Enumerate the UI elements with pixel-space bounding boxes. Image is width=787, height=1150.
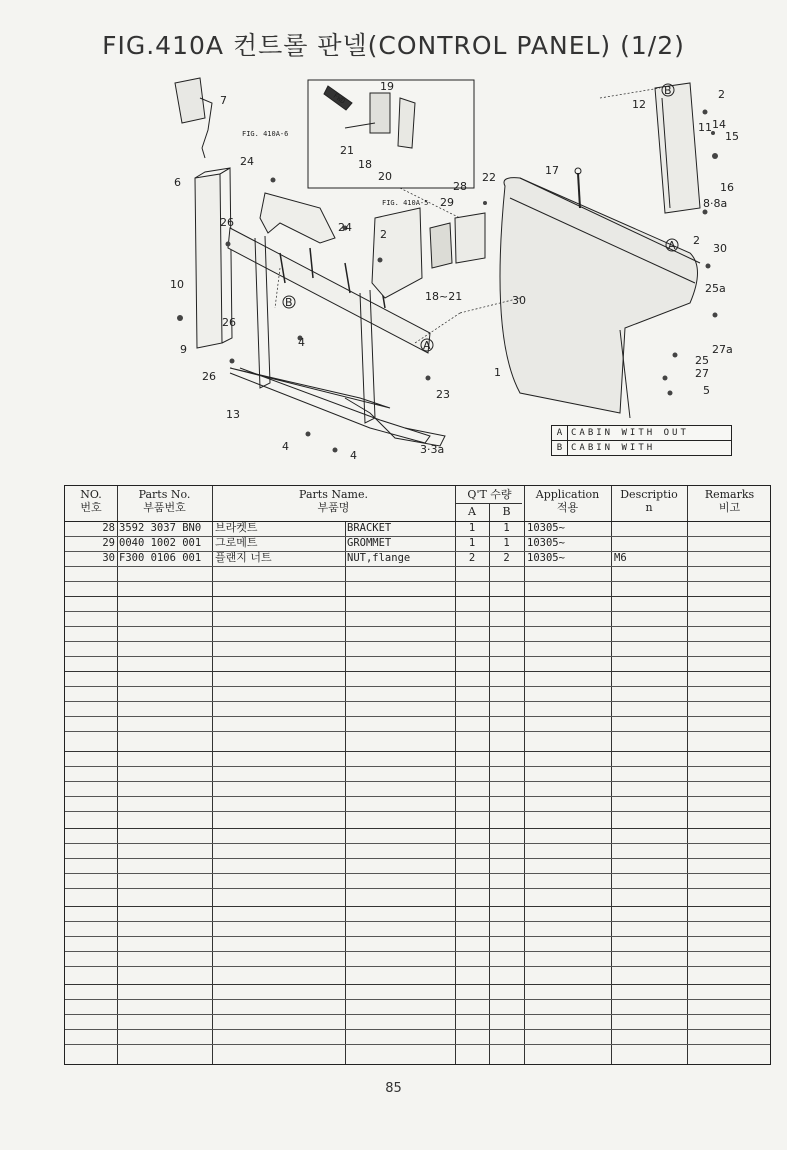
callout-16: 16 [720, 181, 734, 194]
callout-15: 15 [725, 130, 739, 143]
callout-8-8a: 8·8a [703, 197, 728, 210]
row-name-ko: 플랜지 너트 [215, 551, 272, 564]
col-rem-ko: 비고 [718, 501, 741, 514]
legend-text: CABIN WITH OUT [568, 426, 732, 441]
callout-27a: 27a [712, 343, 733, 356]
row-name-en: GROMMET [347, 537, 392, 549]
callout-12: 12 [632, 98, 646, 111]
row-name-en: NUT,flange [347, 552, 411, 564]
row-qty-b: 1 [503, 537, 510, 549]
fwd-label: FWD [331, 91, 347, 106]
legend-key: B [552, 441, 568, 456]
callout-1: 1 [494, 366, 501, 379]
callout-24: 24 [240, 155, 254, 168]
callout-13: 13 [226, 408, 240, 421]
col-name-en: Parts Name. [299, 488, 368, 501]
callout-26c: 26 [202, 370, 216, 383]
callout-18-21: 18~21 [425, 290, 463, 303]
row-part-no: 3592 3037 BN0 [119, 522, 202, 534]
callout-4c: 4 [350, 449, 357, 462]
callout-26b: 26 [222, 316, 236, 329]
col-desc-2: n [645, 501, 653, 514]
bracket-part [260, 193, 335, 243]
marker-a-1 [421, 339, 433, 352]
callout-28: 28 [453, 180, 467, 193]
callout-7: 7 [220, 94, 227, 107]
col-app-ko: 적용 [556, 501, 579, 514]
svg-text:B: B [285, 296, 293, 309]
legend-text: CABIN WITH [568, 441, 732, 456]
callout-2b: 2 [718, 88, 725, 101]
callout-25a: 25a [705, 282, 726, 295]
row-app: 10305~ [527, 522, 565, 534]
table-header [65, 486, 770, 522]
callout-21: 21 [340, 144, 354, 157]
row-qty-a: 1 [468, 537, 476, 549]
row-name-ko: 브라켓트 [215, 521, 258, 534]
col-partno-ko: 부품번호 [143, 501, 186, 514]
callout-24b: 24 [338, 221, 352, 234]
row-app: 10305~ [527, 552, 565, 564]
panel-plate [372, 208, 422, 298]
row-qty-b: 2 [503, 552, 510, 564]
col-desc-1: Descriptio [620, 488, 678, 501]
row-part-no: 0040 1002 001 [119, 537, 202, 549]
legend-key: A [552, 426, 568, 441]
callout-19: 19 [380, 80, 394, 93]
col-rem-en: Remarks [704, 488, 755, 501]
callout-22: 22 [482, 171, 496, 184]
callout-26: 26 [220, 216, 234, 229]
callout-30: 30 [713, 242, 727, 255]
callout-30b: 30 [512, 294, 526, 307]
marker-b-1 [283, 296, 295, 309]
page-title: FIG.410A 컨트롤 판넬(CONTROL PANEL) (1/2) [102, 31, 685, 60]
callout-25: 25 [695, 354, 709, 367]
callout-27: 27 [695, 367, 709, 380]
callout-18: 18 [358, 158, 372, 171]
col-partno-en: Parts No. [138, 488, 191, 501]
back-panel [655, 83, 700, 213]
callout-4b: 4 [282, 440, 289, 453]
row-name-en: BRACKET [347, 522, 392, 534]
callout-29: 29 [440, 196, 454, 209]
page-number: 85 [385, 1081, 402, 1096]
callout-3-3a: 3·3a [420, 443, 445, 456]
col-name-ko: 부품명 [317, 501, 350, 514]
col-app-en: Application [535, 488, 600, 501]
callout-5: 5 [703, 384, 710, 397]
row-no: 29 [102, 537, 115, 549]
callout-2c: 2 [693, 234, 700, 247]
row-part-no: F300 0106 001 [119, 552, 202, 564]
col-no-en: NO. [80, 488, 102, 501]
col-qty-a: A [468, 505, 476, 518]
mirror-part [175, 78, 212, 158]
callout-23: 23 [436, 388, 450, 401]
callout-17: 17 [545, 164, 559, 177]
callout-10: 10 [170, 278, 184, 291]
svg-text:A: A [423, 339, 431, 352]
callout-11: 11 [698, 121, 712, 134]
callout-4: 4 [298, 336, 305, 349]
callout-9: 9 [180, 343, 187, 356]
row-qty-a: 1 [468, 522, 476, 534]
fig-ref-5: FIG. 410A-5 [382, 199, 429, 207]
row-name-ko: 그로메트 [215, 536, 258, 549]
svg-text:A: A [668, 239, 676, 252]
row-no: 30 [102, 552, 115, 564]
col-qty-b: B [502, 505, 511, 518]
legend-row [552, 441, 732, 456]
legend-row [552, 426, 732, 441]
row-desc: M6 [614, 552, 627, 564]
row-qty-a: 2 [468, 552, 476, 564]
row-app: 10305~ [527, 537, 565, 549]
row-no: 28 [102, 522, 115, 534]
cabin-legend [551, 425, 732, 456]
col-qty: Q'T 수량 [467, 488, 512, 501]
console-cover [500, 178, 700, 418]
col-no-ko: 번호 [80, 501, 102, 514]
svg-text:B: B [664, 84, 672, 97]
callout-6: 6 [174, 176, 181, 189]
callout-20: 20 [378, 170, 392, 183]
exploded-diagram [160, 68, 740, 463]
callout-14: 14 [712, 118, 726, 131]
fig-ref-6: FIG. 410A-6 [242, 130, 289, 138]
parts-table [64, 485, 771, 1065]
callout-2: 2 [380, 228, 387, 241]
row-qty-b: 1 [503, 522, 510, 534]
